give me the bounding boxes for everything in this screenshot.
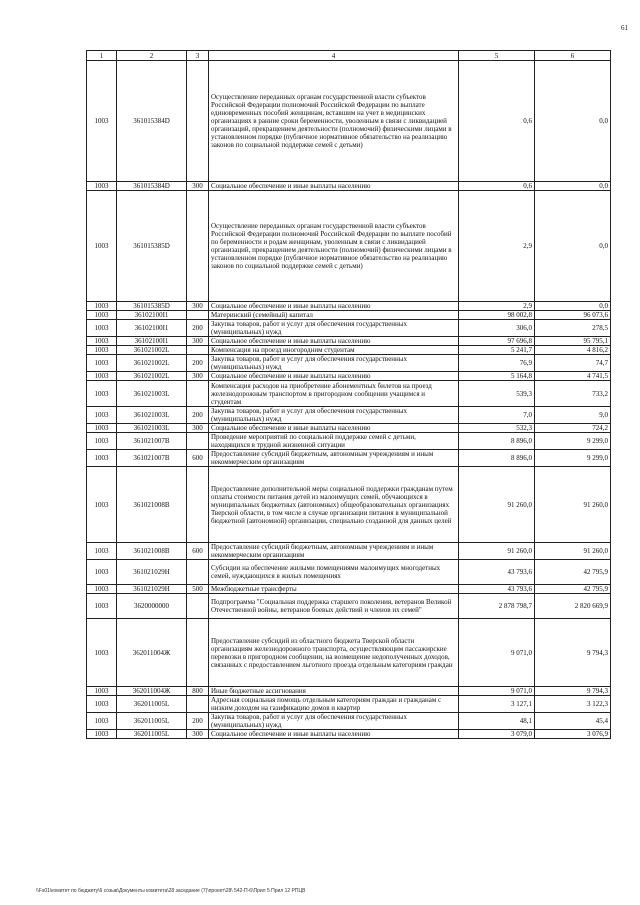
description-cell: Осуществление переданных органам государственной власти субъектов Российской Федерации полномочий Российской Федерации по выплате пособий по беременности и родам женщинам, уволенным в связи с ликвидацией организаций, прекращением деятельности (полномочий) физическими лицами в установленном порядке (публичное нормативное обязательство на реализацию законов по социальной поддержке семей с детьми) xyxy=(209,191,459,302)
description-cell: Предоставление субсидий из областного бюджета Тверской области организациям железнодорожного транспорта, осуществляющим пассажирские перевозки в пригородном сообщении, на возмещение недополученных доходов, связанных с предоставлением льготного проезда отдельным категориям граждан xyxy=(209,619,459,687)
section-code-cell: 1003 xyxy=(87,543,117,560)
description-cell: Предоставление субсидий бюджетным, автономным учреждениям и иным некоммерческим организациям xyxy=(209,450,459,467)
description-cell: Проведение мероприятий по социальной поддержке семей с детьми, находящихся в трудной жизненной ситуации xyxy=(209,433,459,450)
table-row xyxy=(87,560,611,585)
description-cell: Социальное обеспечение и иные выплаты населению xyxy=(209,302,459,311)
description-cell: Осуществление переданных органам государственной власти субъектов Российской Федерации полномочий Российской Федерации по выплате единовременных пособий женщинам, вставшим на учет в медицинских организациях в ранние сроки беременности, уволенным в связи с ликвидацией организаций, прекращением деятельности (полномочий) физическими лицами в установленном порядке (публичное нормативное обязательство на реализацию законов по социальной поддержке семей с детьми) xyxy=(209,61,459,182)
section-code-cell: 1003 xyxy=(87,381,117,407)
column-header: 6 xyxy=(535,51,611,61)
amount-year1-cell: 91 260,0 xyxy=(459,467,535,543)
amount-year2-cell: 0,0 xyxy=(535,182,611,191)
section-code-cell: 1003 xyxy=(87,182,117,191)
amount-year2-cell: 9 299,0 xyxy=(535,433,611,450)
expense-type-cell xyxy=(187,619,209,687)
section-code-cell: 1003 xyxy=(87,424,117,433)
amount-year1-cell: 43 793,6 xyxy=(459,585,535,594)
amount-year2-cell: 3 122,3 xyxy=(535,696,611,713)
expense-type-cell: 500 xyxy=(187,585,209,594)
target-code-cell: 362011005L xyxy=(117,713,187,730)
target-code-cell: 361021003L xyxy=(117,381,187,407)
description-cell: Социальное обеспечение и иные выплаты населению xyxy=(209,337,459,346)
section-code-cell: 1003 xyxy=(87,61,117,182)
description-cell: Предоставление субсидий бюджетным, автономным учреждениям и иным некоммерческим организациям xyxy=(209,543,459,560)
target-code-cell: 361021029H xyxy=(117,560,187,585)
amount-year2-cell: 2 820 669,9 xyxy=(535,594,611,619)
footer-file-path: \\Fs01\комитет по бюджету\6 созыв\Документы комитета\28 заседание (7)\проект\28\ 542-П-6\Прил 5 Прил 12 РПЦВ xyxy=(36,888,306,894)
section-code-cell: 1003 xyxy=(87,311,117,320)
amount-year2-cell: 45,4 xyxy=(535,713,611,730)
expense-type-cell: 300 xyxy=(187,337,209,346)
amount-year2-cell: 278,5 xyxy=(535,320,611,337)
table-row xyxy=(87,191,611,302)
amount-year1-cell: 532,3 xyxy=(459,424,535,433)
table-row xyxy=(87,311,611,320)
column-header: 4 xyxy=(209,51,459,61)
target-code-cell: 36102100I1 xyxy=(117,320,187,337)
page-number: 61 xyxy=(621,24,628,32)
section-code-cell: 1003 xyxy=(87,585,117,594)
target-code-cell: 361021003L xyxy=(117,424,187,433)
section-code-cell: 1003 xyxy=(87,594,117,619)
target-code-cell: 361021008B xyxy=(117,467,187,543)
table-row xyxy=(87,355,611,372)
amount-year1-cell: 539,3 xyxy=(459,381,535,407)
expense-type-cell: 300 xyxy=(187,372,209,381)
section-code-cell: 1003 xyxy=(87,619,117,687)
amount-year1-cell: 9 071,0 xyxy=(459,619,535,687)
amount-year2-cell: 74,7 xyxy=(535,355,611,372)
target-code-cell: 361021029H xyxy=(117,585,187,594)
amount-year1-cell: 3 127,1 xyxy=(459,696,535,713)
target-code-cell: 361021008B xyxy=(117,543,187,560)
target-code-cell: 362011005L xyxy=(117,730,187,739)
amount-year1-cell: 2,9 xyxy=(459,302,535,311)
description-cell: Компенсация на проезд иногородним студентам xyxy=(209,346,459,355)
amount-year1-cell: 76,9 xyxy=(459,355,535,372)
expense-type-cell: 300 xyxy=(187,302,209,311)
description-cell: Закупка товаров, работ и услуг для обеспечения государственных (муниципальных) нужд xyxy=(209,407,459,424)
expense-type-cell: 200 xyxy=(187,407,209,424)
section-code-cell: 1003 xyxy=(87,191,117,302)
section-code-cell: 1003 xyxy=(87,713,117,730)
target-code-cell: 36102100I1 xyxy=(117,311,187,320)
amount-year2-cell: 96 073,6 xyxy=(535,311,611,320)
target-code-cell: 361021007B xyxy=(117,450,187,467)
section-code-cell: 1003 xyxy=(87,450,117,467)
expense-type-cell: 200 xyxy=(187,713,209,730)
table-header-row xyxy=(87,51,611,61)
table-row xyxy=(87,713,611,730)
amount-year2-cell: 9 794,3 xyxy=(535,619,611,687)
section-code-cell: 1003 xyxy=(87,467,117,543)
description-cell: Компенсация расходов на приобретение абонементных билетов на проезд железнодорожным транспортом в пригородном сообщении учащимся и студентам xyxy=(209,381,459,407)
amount-year2-cell: 42 795,9 xyxy=(535,585,611,594)
amount-year1-cell: 3 079,0 xyxy=(459,730,535,739)
section-code-cell: 1003 xyxy=(87,346,117,355)
table-row xyxy=(87,433,611,450)
amount-year2-cell: 9,0 xyxy=(535,407,611,424)
expense-type-cell xyxy=(187,311,209,320)
amount-year2-cell: 0,0 xyxy=(535,191,611,302)
section-code-cell: 1003 xyxy=(87,696,117,713)
amount-year2-cell: 9 794,3 xyxy=(535,687,611,696)
table-row xyxy=(87,619,611,687)
description-cell: Предоставление дополнительной меры социальной поддержки гражданам путем оплаты стоимости питания детей из малоимущих семей, обучающихся в муниципальных бюджетных (автономных) общеобразовательных организациях Тверской области, в том числе в случае организации питания в муниципальной бюджетной (автономной) организации, специально созданной для данных целей xyxy=(209,467,459,543)
table-row xyxy=(87,424,611,433)
expense-type-cell xyxy=(187,594,209,619)
target-code-cell: 361015384D xyxy=(117,61,187,182)
expense-type-cell: 300 xyxy=(187,424,209,433)
expense-type-cell: 600 xyxy=(187,450,209,467)
expense-type-cell xyxy=(187,381,209,407)
expense-type-cell xyxy=(187,467,209,543)
section-code-cell: 1003 xyxy=(87,337,117,346)
target-code-cell: 361021007B xyxy=(117,433,187,450)
table-row xyxy=(87,337,611,346)
amount-year2-cell: 9 299,0 xyxy=(535,450,611,467)
table-row xyxy=(87,61,611,182)
table-row xyxy=(87,302,611,311)
amount-year2-cell: 724,2 xyxy=(535,424,611,433)
section-code-cell: 1003 xyxy=(87,687,117,696)
column-header: 3 xyxy=(187,51,209,61)
amount-year1-cell: 43 793,6 xyxy=(459,560,535,585)
amount-year2-cell: 42 795,9 xyxy=(535,560,611,585)
table-row xyxy=(87,543,611,560)
target-code-cell: 361021002L xyxy=(117,372,187,381)
section-code-cell: 1003 xyxy=(87,730,117,739)
table-row xyxy=(87,687,611,696)
description-cell: Социальное обеспечение и иные выплаты населению xyxy=(209,372,459,381)
section-code-cell: 1003 xyxy=(87,372,117,381)
amount-year1-cell: 5 241,7 xyxy=(459,346,535,355)
description-cell: Межбюджетные трансферты xyxy=(209,585,459,594)
section-code-cell: 1003 xyxy=(87,433,117,450)
budget-table xyxy=(86,50,611,739)
expense-type-cell: 300 xyxy=(187,730,209,739)
table-row xyxy=(87,450,611,467)
target-code-cell: 362011004Ж xyxy=(117,687,187,696)
expense-type-cell: 200 xyxy=(187,320,209,337)
target-code-cell: 361021002L xyxy=(117,355,187,372)
target-code-cell: 362011004Ж xyxy=(117,619,187,687)
amount-year1-cell: 9 071,0 xyxy=(459,687,535,696)
expense-type-cell xyxy=(187,346,209,355)
expense-type-cell xyxy=(187,696,209,713)
expense-type-cell xyxy=(187,433,209,450)
table-row xyxy=(87,696,611,713)
column-header: 2 xyxy=(117,51,187,61)
amount-year1-cell: 8 896,0 xyxy=(459,450,535,467)
amount-year2-cell: 0,0 xyxy=(535,61,611,182)
description-cell: Закупка товаров, работ и услуг для обеспечения государственных (муниципальных) нужд xyxy=(209,355,459,372)
description-cell: Социальное обеспечение и иные выплаты населению xyxy=(209,730,459,739)
expense-type-cell: 800 xyxy=(187,687,209,696)
amount-year2-cell: 0,0 xyxy=(535,302,611,311)
description-cell: Закупка товаров, работ и услуг для обеспечения государственных (муниципальных) нужд xyxy=(209,713,459,730)
amount-year1-cell: 97 696,8 xyxy=(459,337,535,346)
amount-year2-cell: 91 260,0 xyxy=(535,543,611,560)
target-code-cell: 3620000000 xyxy=(117,594,187,619)
table-row xyxy=(87,346,611,355)
target-code-cell: 362011005L xyxy=(117,696,187,713)
section-code-cell: 1003 xyxy=(87,407,117,424)
amount-year1-cell: 2,9 xyxy=(459,191,535,302)
description-cell: Социальное обеспечение и иные выплаты населению xyxy=(209,182,459,191)
table-row xyxy=(87,594,611,619)
section-code-cell: 1003 xyxy=(87,302,117,311)
expense-type-cell: 300 xyxy=(187,182,209,191)
amount-year2-cell: 4 816,2 xyxy=(535,346,611,355)
column-header: 1 xyxy=(87,51,117,61)
amount-year1-cell: 306,0 xyxy=(459,320,535,337)
description-cell: Адресная социальная помощь отдельным категориям граждан и гражданам с низким доходом на газификацию домов и квартир xyxy=(209,696,459,713)
expense-type-cell: 600 xyxy=(187,543,209,560)
table-row xyxy=(87,585,611,594)
description-cell: Социальное обеспечение и иные выплаты населению xyxy=(209,424,459,433)
amount-year1-cell: 0,6 xyxy=(459,182,535,191)
amount-year1-cell: 0,6 xyxy=(459,61,535,182)
description-cell: Материнский (семейный) капитал xyxy=(209,311,459,320)
target-code-cell: 361021003L xyxy=(117,407,187,424)
description-cell: Подпрограмма "Социальная поддержка старшего поколения, ветеранов Великой Отечественной войны, ветеранов боевых действий и членов их семей" xyxy=(209,594,459,619)
description-cell: Закупка товаров, работ и услуг для обеспечения государственных (муниципальных) нужд xyxy=(209,320,459,337)
amount-year2-cell: 3 076,9 xyxy=(535,730,611,739)
amount-year2-cell: 91 260,0 xyxy=(535,467,611,543)
table-row xyxy=(87,730,611,739)
section-code-cell: 1003 xyxy=(87,320,117,337)
column-header: 5 xyxy=(459,51,535,61)
amount-year2-cell: 4 741,5 xyxy=(535,372,611,381)
description-cell: Субсидии на обеспечение жилыми помещениями малоимущих многодетных семей, нуждающихся в жилых помещениях xyxy=(209,560,459,585)
target-code-cell: 361015385D xyxy=(117,191,187,302)
expense-type-cell: 200 xyxy=(187,355,209,372)
table-row xyxy=(87,381,611,407)
amount-year1-cell: 5 164,8 xyxy=(459,372,535,381)
target-code-cell: 361021002L xyxy=(117,346,187,355)
expense-type-cell xyxy=(187,191,209,302)
amount-year2-cell: 95 795,1 xyxy=(535,337,611,346)
amount-year1-cell: 98 002,8 xyxy=(459,311,535,320)
target-code-cell: 361015384D xyxy=(117,182,187,191)
expense-type-cell xyxy=(187,61,209,182)
table-row xyxy=(87,372,611,381)
section-code-cell: 1003 xyxy=(87,560,117,585)
table-body xyxy=(87,61,611,739)
amount-year1-cell: 2 878 798,7 xyxy=(459,594,535,619)
section-code-cell: 1003 xyxy=(87,355,117,372)
target-code-cell: 36102100I1 xyxy=(117,337,187,346)
amount-year1-cell: 48,1 xyxy=(459,713,535,730)
table-row xyxy=(87,407,611,424)
table-row xyxy=(87,467,611,543)
amount-year1-cell: 8 896,0 xyxy=(459,433,535,450)
amount-year2-cell: 733,2 xyxy=(535,381,611,407)
amount-year1-cell: 91 260,0 xyxy=(459,543,535,560)
table-row xyxy=(87,182,611,191)
amount-year1-cell: 7,0 xyxy=(459,407,535,424)
table-row xyxy=(87,320,611,337)
expense-type-cell xyxy=(187,560,209,585)
target-code-cell: 361015385D xyxy=(117,302,187,311)
description-cell: Иные бюджетные ассигнования xyxy=(209,687,459,696)
